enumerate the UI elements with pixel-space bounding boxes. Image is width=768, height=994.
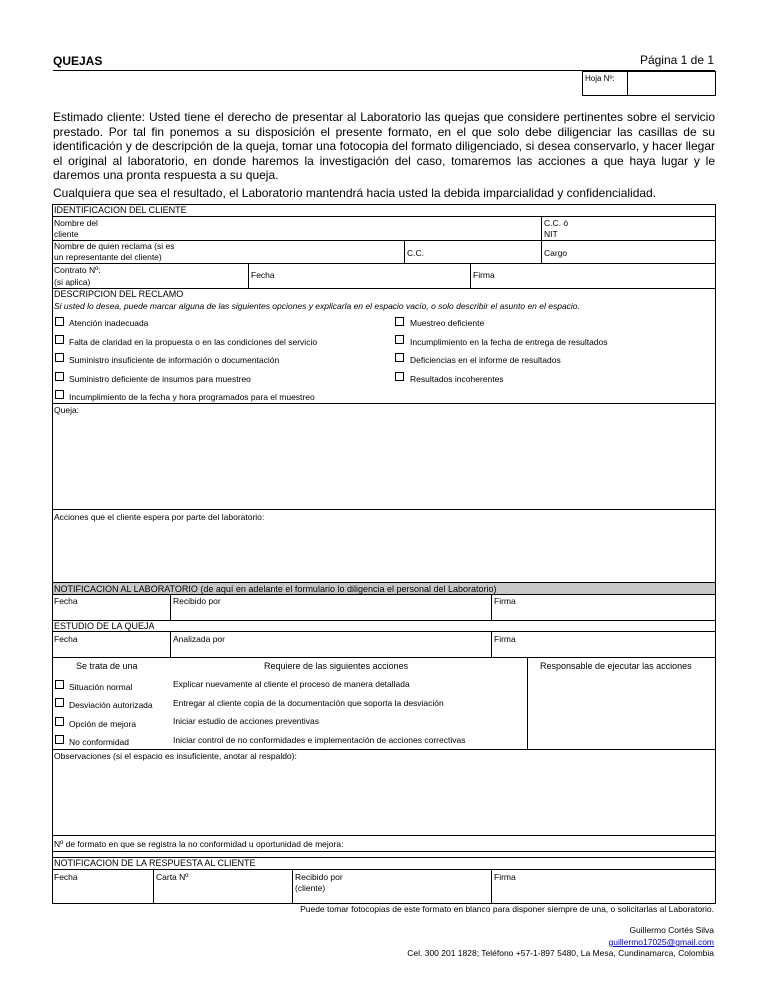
intro-paragraph: Estimado cliente: Usted tiene el derecho de presentar al Laboratorio las quejas que considere pertinentes sobre el servicio prestado. Por tal fin ponemos a su disposición el presente formato, en el que solo debe diligenciar las casillas de su identificación y de descripción de la queja, tomar una fotocopia del formato diligenciado, si desea conservarlo, y hacer llegar el original al laboratorio, en donde haremos la investigación del caso, tomaremos las acciones a que haya lugar y le daremos una pronta respuesta a su queja. (53, 110, 715, 183)
section-estudio: ESTUDIO DE LA QUEJA (54, 621, 155, 631)
notif-recibido-label: Recibido por (173, 596, 221, 606)
checkbox-atencion[interactable] (55, 317, 64, 326)
cc-nit-label-2: NIT (544, 229, 558, 239)
section-respuesta: NOTIFICACION DE LA RESPUESTA AL CLIENTE (54, 858, 256, 868)
queja-textarea[interactable] (53, 416, 715, 508)
resp-recibido-label-2: (cliente) (295, 883, 326, 893)
estudio-firma-label: Firma (494, 634, 516, 644)
observaciones-label: Observaciones (si el espacio es insuficiente, anotar al respaldo): (54, 751, 297, 761)
option-left-4: Incumplimiento de la fecha y hora programados para el muestreo (69, 392, 315, 402)
nombre-label-2: cliente (54, 229, 79, 239)
checkbox-informacion[interactable] (55, 353, 64, 362)
hoja-input[interactable] (627, 72, 715, 95)
acciones-textarea[interactable] (53, 524, 715, 580)
option-left-3: Suministro deficiente de insumos para muestreo (69, 374, 251, 384)
accion-3: Iniciar control de no conformidades e implementación de acciones correctivas (173, 735, 466, 745)
page-number: Página 1 de 1 (639, 53, 714, 67)
section-descripcion: DESCRIPCION DEL RECLAMO (54, 289, 184, 299)
reclama-label-1: Nombre de quien reclama (si es (54, 241, 175, 251)
cc-nit-label-1: C.C. ó (544, 218, 569, 228)
estudio-fecha-label: Fecha (54, 634, 78, 644)
col-tipo-header: Se trata de una (76, 661, 138, 671)
checkbox-opcion-mejora[interactable] (55, 717, 64, 726)
tipo-1: Desviación autorizada (69, 700, 153, 710)
checkbox-deficiencias-informe[interactable] (395, 353, 404, 362)
reclama-label-2: un representante del cliente) (54, 252, 162, 262)
reclamante-field[interactable] (200, 241, 400, 262)
footer-name: Guillermo Cortés Silva (629, 925, 714, 935)
section-notificacion: NOTIFICACION AL LABORATORIO (de aquí en adelante el formulario lo diligencia el personal del Laboratorio) (54, 584, 497, 594)
option-right-0: Muestreo deficiente (410, 318, 485, 328)
checkbox-situacion-normal[interactable] (55, 680, 64, 689)
firma-label: Firma (473, 270, 495, 280)
accion-2: Iniciar estudio de acciones preventivas (173, 716, 319, 726)
tipo-0: Situación normal (69, 682, 133, 692)
col-acciones-header: Requiere de las siguientes acciones (264, 661, 409, 671)
form-title: QUEJAS (53, 54, 103, 68)
cargo-label: Cargo (544, 248, 568, 258)
checkbox-resultados-incoherentes[interactable] (395, 372, 404, 381)
checkbox-claridad[interactable] (55, 335, 64, 344)
checkbox-muestreo-deficiente[interactable] (395, 317, 404, 326)
nombre-label-1: Nombre del (54, 218, 98, 228)
contrato-label-2: (si aplica) (54, 277, 91, 287)
accion-1: Entregar al cliente copia de la documentación que soporta la desviación (173, 698, 444, 708)
fecha-label: Fecha (251, 270, 275, 280)
option-left-0: Atención inadecuada (69, 318, 149, 328)
notif-firma-label: Firma (494, 596, 516, 606)
contrato-label-1: Contrato Nº: (54, 265, 101, 275)
analizada-label: Analizada por (173, 634, 225, 644)
tipo-2: Opción de mejora (69, 719, 137, 729)
observaciones-textarea[interactable] (53, 762, 715, 834)
intro-paragraph-2: Cualquiera que sea el resultado, el Laboratorio mantendrá hacia usted la debida imparcialidad y confidencialidad. (53, 186, 657, 200)
tipo-3: No conformidad (69, 737, 130, 747)
section-identificacion: IDENTIFICACION DEL CLIENTE (54, 205, 187, 215)
notif-fecha-label: Fecha (54, 596, 78, 606)
col-responsable-header: Responsable de ejecutar las acciones (540, 661, 692, 671)
queja-label: Queja: (54, 405, 80, 415)
descripcion-note: Si usted lo desea, puede marcar alguna de las siguientes opciones y explicarla en el espacio vacío, o solo describir el asunto en el espacio. (54, 301, 580, 311)
checkbox-no-conformidad[interactable] (55, 735, 64, 744)
no-formato-label: Nº de formato en que se registra la no conformidad u oportunidad de mejora: (54, 839, 344, 849)
accion-0: Explicar nuevamente al cliente el proceso de manera detallada (173, 679, 410, 689)
option-right-3: Resultados incoherentes (410, 374, 504, 384)
option-left-1: Falta de claridad en la propuesta o en las condiciones del servicio (69, 337, 318, 347)
resp-firma-label: Firma (494, 872, 516, 882)
checkbox-desviacion[interactable] (55, 698, 64, 707)
checkbox-insumos[interactable] (55, 372, 64, 381)
checkbox-incumplimiento-muestreo[interactable] (55, 390, 64, 399)
checkbox-incumplimiento-entrega[interactable] (395, 335, 404, 344)
option-right-1: Incumplimiento en la fecha de entrega de resultados (410, 337, 608, 347)
acciones-label: Acciones que el cliente espera por parte del laboratorio: (54, 512, 265, 522)
option-right-2: Deficiencias en el informe de resultados (410, 355, 561, 365)
footer-note: Puede tomar fotocopias de este formato en blanco para disponer siempre de una, o solicitarlas al Laboratorio. (300, 904, 714, 914)
nombre-cliente-field[interactable] (110, 217, 540, 239)
footer-contact: Cel. 300 201 1828; Teléfono +57-1-897 5480, La Mesa, Cundinamarca, Colombia (407, 948, 714, 958)
option-left-2: Suministro insuficiente de información o documentación (69, 355, 280, 365)
hoja-label: Hoja Nº: (585, 74, 615, 83)
carta-label: Carta Nº (156, 872, 189, 882)
resp-fecha-label: Fecha (54, 872, 78, 882)
footer-email-link[interactable]: guillermo17025@gmail.com (608, 937, 714, 947)
cc-label: C.C. (407, 248, 424, 258)
responsable-field[interactable] (528, 673, 715, 748)
resp-recibido-label-1: Recibido por (295, 872, 343, 882)
